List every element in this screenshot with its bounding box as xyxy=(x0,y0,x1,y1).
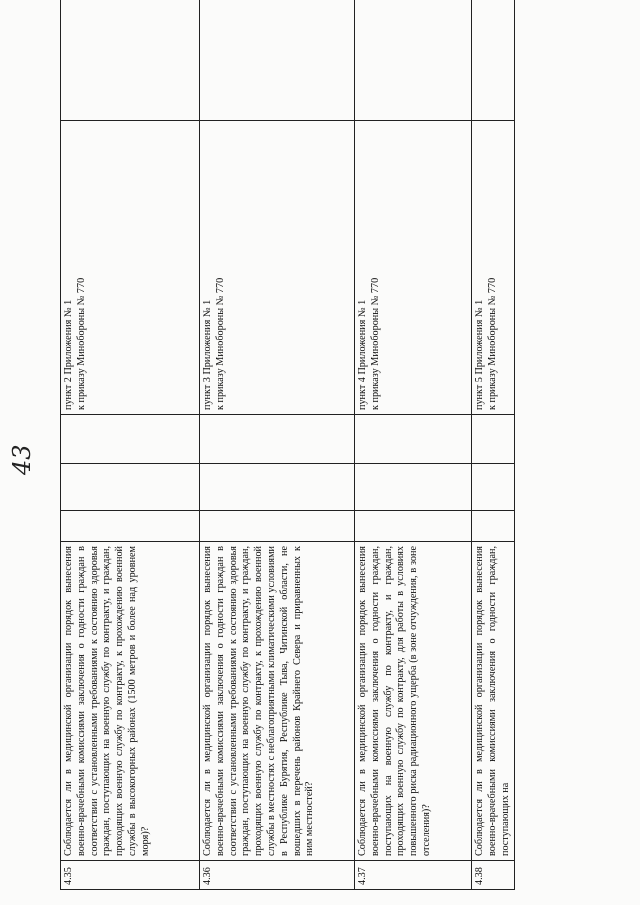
row-number: 4.35 xyxy=(61,861,200,890)
legal-reference xyxy=(61,121,200,415)
empty-cell xyxy=(355,415,472,464)
row-number: 4.37 xyxy=(355,861,472,890)
empty-cell xyxy=(472,511,515,542)
row-number: 4.36 xyxy=(200,861,355,890)
reference-line: пункт 2 Приложения № 1 xyxy=(63,299,74,410)
checklist-table xyxy=(60,0,515,890)
empty-cell xyxy=(200,511,355,542)
reference-line: к приказу Минобороны № 770 xyxy=(369,277,381,410)
empty-cell xyxy=(472,0,515,121)
empty-cell xyxy=(61,415,200,464)
reference-line: пункт 5 Приложения № 1 xyxy=(474,299,485,410)
empty-cell xyxy=(200,464,355,511)
empty-cell xyxy=(355,464,472,511)
empty-cell xyxy=(61,464,200,511)
question-text: Соблюдается ли в медицинской организации порядок вынесения военно-врачебными комиссиями заключения о годности граждан, поступающих на военную службу по контракту, и граждан, проходящих военную службу по контракту, для работы в условиях повышенного риска радиационного ущерба (в зоне отчуждения, в зоне отселения)? xyxy=(355,542,472,861)
page-number: 43 xyxy=(8,444,36,475)
reference-line: пункт 3 Приложения № 1 xyxy=(202,299,213,410)
legal-reference xyxy=(200,121,355,415)
legal-reference xyxy=(472,121,515,415)
reference-line: к приказу Минобороны № 770 xyxy=(214,277,226,410)
reference-line: к приказу Минобороны № 770 xyxy=(486,277,498,410)
question-text: Соблюдается ли в медицинской организации порядок вынесения военно-врачебными комиссиями заключения о годности граждан в соответствии с установленными требованиями к состоянию здоровья граждан, поступающих на военную службу по контракту, и граждан, проходящих военную службу по контракту, к прохождению военной службы в высокогорных районах (1500 метров и более над уровнем моря)? xyxy=(61,542,200,861)
question-text: Соблюдается ли в медицинской организации порядок вынесения военно-врачебными комиссиями заключения о годности граждан, поступающих на xyxy=(472,542,515,861)
table-row xyxy=(472,0,515,890)
empty-cell xyxy=(472,464,515,511)
empty-cell xyxy=(355,511,472,542)
table-row xyxy=(200,0,355,890)
table-row xyxy=(355,0,472,890)
legal-reference xyxy=(355,121,472,415)
empty-cell xyxy=(61,511,200,542)
reference-line: пункт 4 Приложения № 1 xyxy=(357,299,368,410)
empty-cell xyxy=(200,415,355,464)
row-number: 4.38 xyxy=(472,861,515,890)
table-row xyxy=(61,0,200,890)
empty-cell xyxy=(200,0,355,121)
reference-line: к приказу Минобороны № 770 xyxy=(75,277,87,410)
empty-cell xyxy=(472,415,515,464)
empty-cell xyxy=(355,0,472,121)
question-text: Соблюдается ли в медицинской организации порядок вынесения военно-врачебными комиссиями заключения о годности граждан в соответствии с установленными требованиями к состоянию здоровья граждан, поступающих на военную службу по контракту, и граждан, проходящих военную службу по контракту, к прохождению военной службы в местностях с неблагоприятными климатическими условиями в Республике Бурятия, Республике Тыва, Читинской области, не вошедших в перечень районов Крайнего Севера и приравненных к ним местностей? xyxy=(200,542,355,861)
empty-cell xyxy=(61,0,200,121)
